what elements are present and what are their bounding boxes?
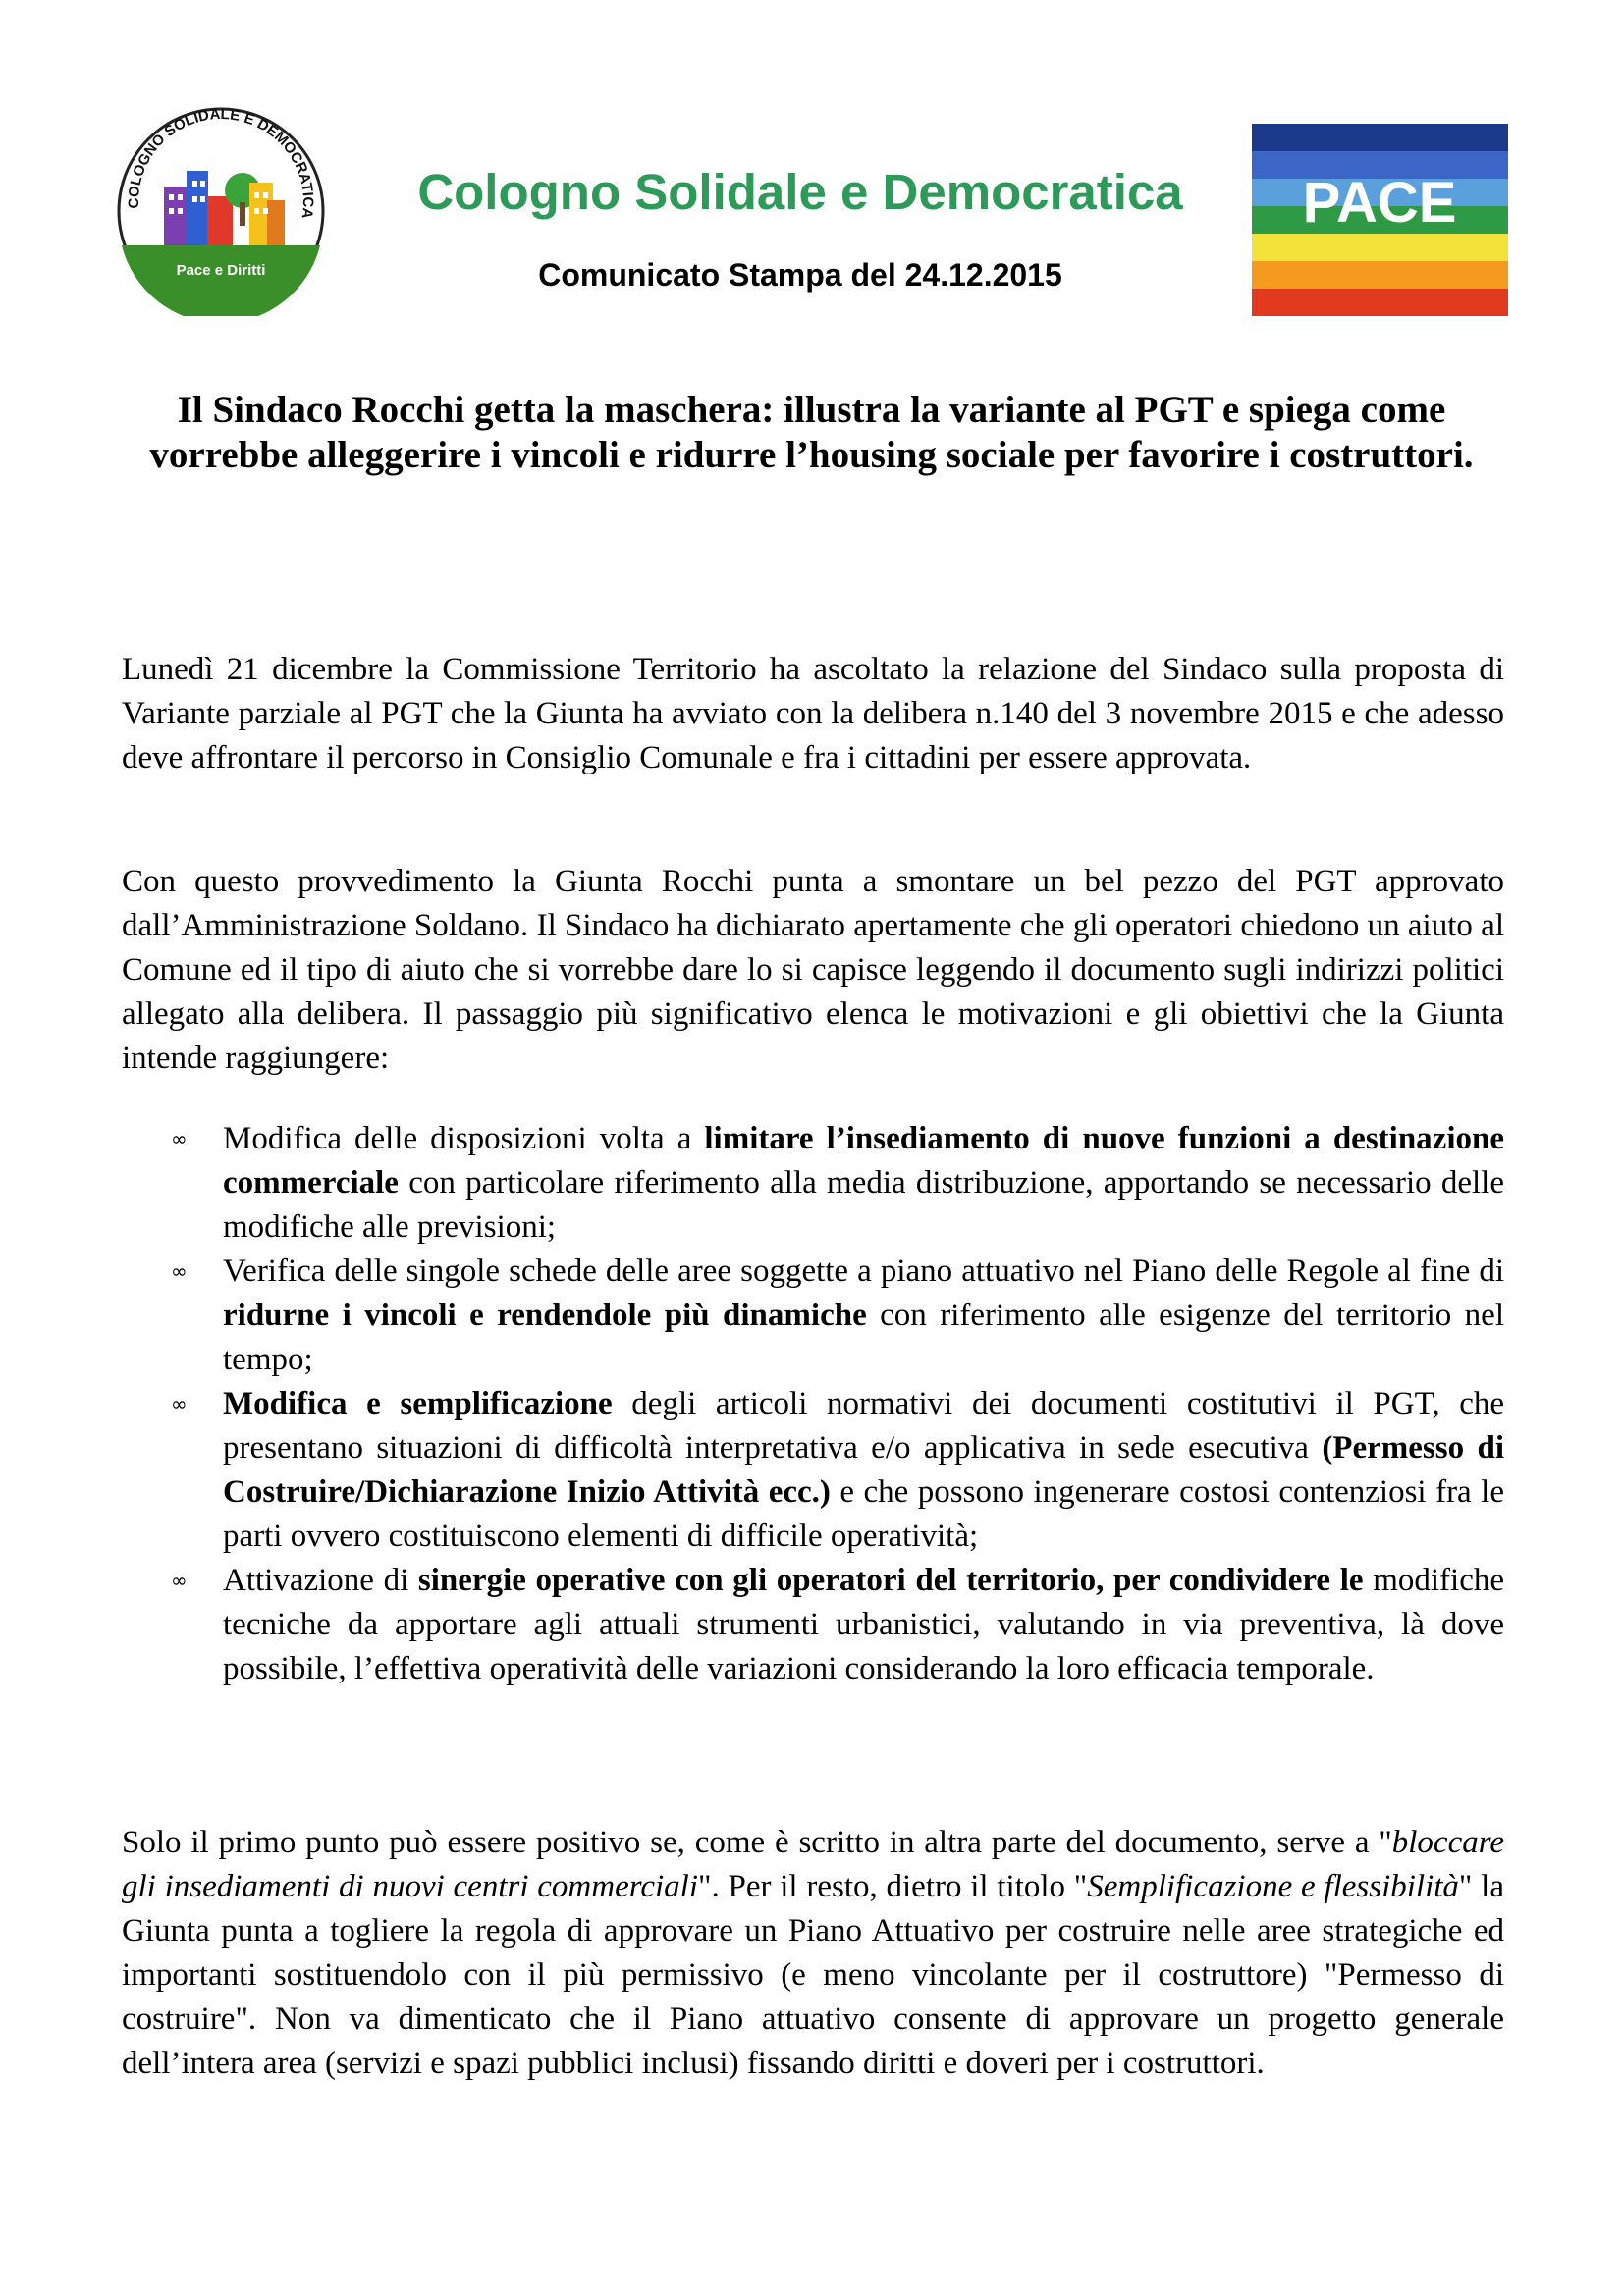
list-item: ∞ Modifica delle disposizioni volta a limitare l’insediamento di nuove funzioni a destinazione commerciale con particolare riferimento alla media distribuzione, apportando se necessario delle modifiche alle previsioni; bbox=[122, 1117, 1504, 1250]
flag-stripe bbox=[1252, 261, 1508, 290]
infinity-bullet-icon: ∞ bbox=[171, 1259, 188, 1283]
paragraph-2: Con questo provvedimento la Giunta Rocchi punta a smontare un bel pezzo del PGT approvato dall’Amministrazione Soldano. Il Sindaco ha dichiarato apertamente che gli operatori chiedono un aiuto al Comune ed il tipo di aiuto che si vorrebbe dare lo si capisce leggendo il documento sugli indirizzi politici allegato alla delibera. Il passaggio più significativo elenca le motivazioni e gli obiettivi che la Giunta intende raggiungere: bbox=[122, 864, 1504, 1076]
list-item: ∞ Verifica delle singole schede delle aree soggette a piano attuativo nel Piano delle Regole al fine di ridurne i vincoli e rendendole più dinamiche con riferimento alle esigenze del territorio nel tempo; bbox=[122, 1250, 1504, 1382]
infinity-bullet-icon: ∞ bbox=[171, 1569, 188, 1592]
list-item: ∞ Modifica e semplificazione degli articoli normativi dei documenti costitutivi il PGT, che presentano situazioni di difficoltà interpretativa e/o applicativa in sede esecutiva (Permesso di Costruire/Dichiarazione Inizio Attività ecc.) e che possono ingenerare costosi contenziosi fra le parti ovvero costituiscono elementi di difficile operatività; bbox=[122, 1382, 1504, 1559]
objectives-list bbox=[122, 1117, 1504, 1691]
paragraph-4: Solo il primo punto può essere positivo se, come è scritto in altra parte del documento, serve a "bloccare gli insediamenti di nuovi centri commerciali". Per il resto, dietro il titolo "Semplificazione e flessibilità" la Giunta punta a togliere la regola di approvare un Piano Attuativo per costruire nelle aree strategiche ed importanti sostituendolo con il più permissivo (e meno vincolante per il costruttore) "Permesso di costruire". Non va dimenticato che il Piano attuativo consente di approvare un progetto generale dell’intera area (servizi e spazi pubblici inclusi) fissando diritti e doveri per i costruttori. bbox=[122, 1825, 1504, 2081]
peace-flag-text: PACE bbox=[1302, 171, 1457, 235]
infinity-bullet-icon: ∞ bbox=[171, 1127, 188, 1150]
press-release-date: Comunicato Stampa del 24.12.2015 bbox=[538, 257, 1062, 293]
organization-title: Cologno Solidale e Democratica bbox=[417, 164, 1183, 220]
headline: Il Sindaco Rocchi getta la maschera: illustra la variante al PGT e spiega come vorrebbe alleggerire i vincoli e ridurre l’housing sociale per favorire i costruttori. bbox=[149, 389, 1474, 476]
infinity-bullet-icon: ∞ bbox=[171, 1392, 188, 1415]
cologno-solidale-logo bbox=[110, 106, 332, 316]
flag-stripe bbox=[1252, 124, 1508, 152]
logo-arc-text: COLOGNO SOLIDALE E DEMOCRATICA bbox=[125, 106, 317, 220]
list-item: ∞ Attivazione di sinergie operative con gli operatori del territorio, per condividere le modifiche tecniche da apportare agli attuali strumenti urbanistici, valutando in via preventiva, là dove possibile, l’effettiva operatività delle variazioni considerando la loro efficacia temporale. bbox=[122, 1559, 1504, 1691]
paragraph-1: Lunedì 21 dicembre la Commissione Territorio ha ascoltato la relazione del Sindaco sulla proposta di Variante parziale al PGT che la Giunta ha avviato con la delibera n.140 del 3 novembre 2015 e che adesso deve affrontare il percorso in Consiglio Comunale e fra i cittadini per essere approvata. bbox=[122, 652, 1504, 775]
flag-stripe bbox=[1252, 289, 1508, 316]
flag-stripe bbox=[1252, 234, 1508, 262]
logo-bottom-text: Pace e Diritti bbox=[176, 262, 266, 279]
peace-flag bbox=[1252, 124, 1508, 316]
